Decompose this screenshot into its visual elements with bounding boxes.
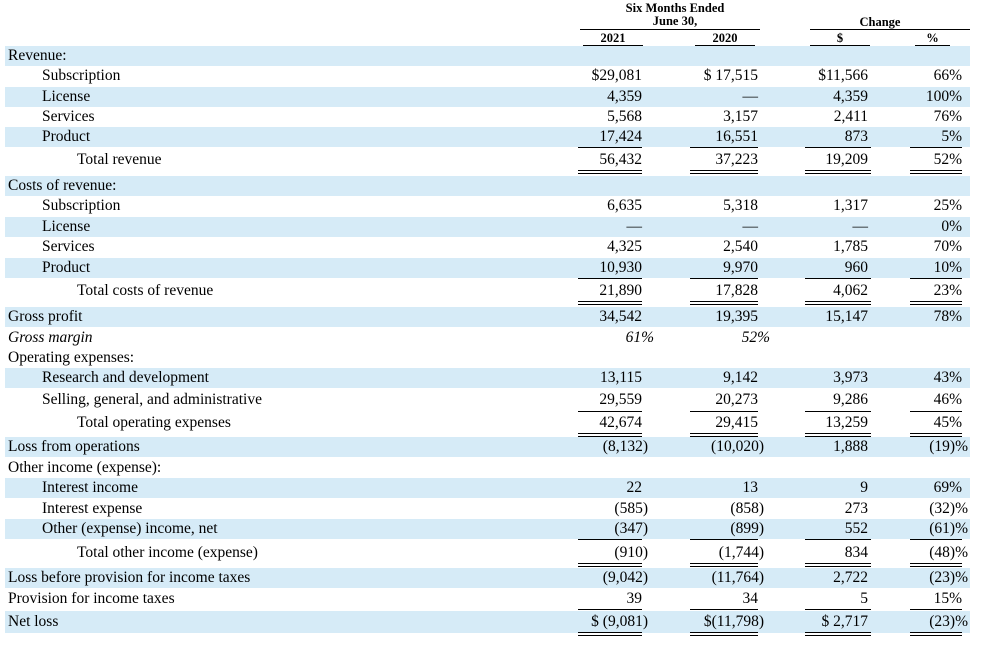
change-dollar: 13,259 — [825, 414, 868, 431]
single-underline — [690, 147, 758, 148]
change-pct: 10% — [933, 259, 962, 276]
single-underline — [805, 147, 871, 148]
row-label: Research and development — [42, 369, 209, 386]
table-row — [5, 412, 970, 434]
change-dollar: 1,888 — [833, 438, 868, 455]
change-header-rule — [810, 29, 970, 30]
value-2021: $29,081 — [591, 67, 642, 84]
table-row — [5, 176, 970, 196]
value-2021: (585) — [614, 500, 648, 517]
change-pct: 43% — [933, 369, 962, 386]
double-underline — [690, 170, 758, 174]
change-pct: 45% — [933, 414, 962, 431]
double-underline — [578, 170, 642, 174]
change-dollar: — — [852, 218, 868, 235]
change-dollar: 552 — [844, 520, 868, 537]
value-2021: 39 — [626, 590, 642, 607]
change-dollar: $11,566 — [818, 67, 868, 84]
table-row — [5, 217, 970, 237]
value-2021: 13,115 — [599, 369, 642, 386]
row-label: Provision for income taxes — [8, 590, 175, 607]
row-label: Operating expenses: — [8, 349, 135, 366]
table-row — [5, 519, 970, 539]
table-row — [5, 280, 970, 302]
change-pct: (48)% — [929, 544, 968, 561]
value-2021: 6,635 — [607, 197, 642, 214]
value-2020: 3,157 — [723, 108, 758, 125]
value-2021: 4,325 — [607, 238, 642, 255]
double-underline — [578, 301, 642, 305]
row-label: Subscription — [42, 67, 121, 84]
value-2020: (858) — [730, 500, 764, 517]
change-dollar: 1,785 — [833, 238, 868, 255]
value-2021: (9,042) — [602, 569, 648, 586]
row-label: Services — [42, 108, 95, 125]
value-2020: — — [742, 218, 758, 235]
value-2020: 19,395 — [715, 308, 758, 325]
table-row — [5, 237, 970, 257]
change-dollar: 1,317 — [833, 197, 868, 214]
value-2021: 56,432 — [599, 151, 642, 168]
double-underline — [805, 632, 871, 636]
double-underline — [578, 632, 642, 636]
value-2020: (10,020) — [711, 438, 764, 455]
value-2020: 34 — [742, 590, 758, 607]
row-label: Other income (expense): — [8, 459, 162, 476]
double-underline — [805, 563, 871, 567]
value-2021: (347) — [614, 520, 648, 537]
change-dollar-header: $ — [836, 31, 844, 45]
row-label: Other (expense) income, net — [42, 520, 218, 537]
row-label: Costs of revenue: — [8, 177, 117, 194]
change-dollar: 2,411 — [833, 108, 868, 125]
period-date-label: June 30, — [652, 14, 698, 28]
change-pct: 66% — [933, 67, 962, 84]
table-row — [5, 368, 970, 388]
col-2020-header: 2020 — [712, 31, 738, 45]
row-label: Gross profit — [8, 308, 83, 325]
value-2020: $ 17,515 — [703, 67, 758, 84]
single-underline — [578, 539, 642, 540]
row-label: Product — [42, 259, 91, 276]
value-2020: 17,828 — [715, 282, 758, 299]
value-2020: $(11,798) — [703, 613, 764, 630]
change-dollar: 5 — [860, 590, 868, 607]
table-row — [5, 149, 970, 171]
double-underline — [910, 301, 962, 305]
table-row — [5, 589, 970, 609]
change-dollar: $ 2,717 — [821, 613, 868, 630]
period-label: Six Months Ended — [625, 1, 725, 15]
row-label: Revenue: — [8, 47, 67, 64]
table-row — [5, 66, 970, 86]
value-2020: 9,970 — [723, 259, 758, 276]
row-label: Total costs of revenue — [77, 282, 214, 299]
table-row — [5, 328, 970, 348]
value-2020: 16,551 — [715, 128, 758, 145]
period-header-rule — [580, 29, 760, 30]
change-pct-header: % — [926, 31, 939, 45]
change-pct: 100% — [925, 88, 962, 105]
table-row — [5, 307, 970, 327]
value-2021: (910) — [614, 544, 648, 561]
table-row — [5, 568, 970, 588]
single-underline — [690, 278, 758, 279]
change-pct: (32)% — [929, 500, 968, 517]
table-row — [5, 389, 970, 411]
row-label: Product — [42, 128, 91, 145]
single-underline — [578, 278, 642, 279]
value-2020: (899) — [730, 520, 764, 537]
period-header — [600, 2, 750, 28]
change-pct: 0% — [941, 218, 962, 235]
value-2021: 22 — [626, 479, 642, 496]
single-underline — [805, 539, 871, 540]
change-dollar: 2,722 — [833, 569, 868, 586]
table-row — [5, 348, 970, 368]
change-dollar: 15,147 — [825, 308, 868, 325]
value-2021: 5,568 — [607, 108, 642, 125]
change-dollar: 960 — [844, 259, 868, 276]
double-underline — [578, 563, 642, 567]
single-underline — [578, 147, 642, 148]
value-2020: (1,744) — [718, 544, 764, 561]
change-pct: 70% — [933, 238, 962, 255]
single-underline — [690, 609, 758, 610]
single-underline — [805, 278, 871, 279]
table-row — [5, 458, 970, 478]
table-row — [5, 611, 970, 633]
change-pct: 69% — [933, 479, 962, 496]
value-2020: — — [742, 88, 758, 105]
row-label: Interest income — [42, 479, 138, 496]
change-pct: 46% — [933, 391, 962, 408]
value-2021: 10,930 — [599, 259, 642, 276]
change-pct: 23% — [933, 282, 962, 299]
change-pct: (23)% — [929, 569, 968, 586]
row-label: Total operating expenses — [77, 414, 231, 431]
value-2020: 20,273 — [715, 391, 758, 408]
value-2020: 2,540 — [723, 238, 758, 255]
value-2020: 52% — [741, 329, 770, 346]
change-pct: 25% — [933, 197, 962, 214]
change-dollar: 19,209 — [825, 151, 868, 168]
change-pct: 52% — [933, 151, 962, 168]
change-pct: 78% — [933, 308, 962, 325]
double-underline — [910, 563, 962, 567]
change-pct: 76% — [933, 108, 962, 125]
value-2021: 61% — [625, 329, 654, 346]
change-pct: (19)% — [929, 438, 968, 455]
single-underline — [910, 147, 962, 148]
value-2020: 37,223 — [715, 151, 758, 168]
value-2021: (8,132) — [602, 438, 648, 455]
single-underline — [910, 278, 962, 279]
table-row — [5, 46, 970, 66]
change-pct: 5% — [941, 128, 962, 145]
table-row — [5, 127, 970, 147]
double-underline — [690, 563, 758, 567]
value-2021: 29,559 — [599, 391, 642, 408]
change-dollar: 873 — [844, 128, 868, 145]
row-label: Services — [42, 238, 95, 255]
table-row — [5, 542, 970, 564]
single-underline — [910, 609, 962, 610]
value-2020: 29,415 — [715, 414, 758, 431]
double-underline — [690, 301, 758, 305]
table-row — [5, 478, 970, 498]
change-dollar: 834 — [844, 544, 868, 561]
value-2020: 9,142 — [723, 369, 758, 386]
row-label: Interest expense — [42, 500, 143, 517]
table-row — [5, 87, 970, 107]
row-label: Total revenue — [77, 151, 162, 168]
double-underline — [805, 170, 871, 174]
table-row — [5, 258, 970, 278]
row-label: License — [42, 218, 91, 235]
row-label: Loss from operations — [8, 438, 140, 455]
change-dollar: 273 — [844, 500, 868, 517]
table-row — [5, 196, 970, 216]
change-pct: (23)% — [929, 613, 968, 630]
value-2021: $ (9,081) — [591, 613, 648, 630]
value-2020: 13 — [742, 479, 758, 496]
change-dollar: 4,062 — [833, 282, 868, 299]
value-2021: 17,424 — [599, 128, 642, 145]
change-pct: (61)% — [929, 520, 968, 537]
value-2020: (11,764) — [711, 569, 764, 586]
change-dollar: 9 — [860, 479, 868, 496]
double-underline — [910, 170, 962, 174]
single-underline — [805, 609, 871, 610]
row-label: Subscription — [42, 197, 121, 214]
double-underline — [690, 632, 758, 636]
single-underline — [578, 609, 642, 610]
value-2021: 4,359 — [607, 88, 642, 105]
row-label: License — [42, 88, 91, 105]
change-header: Change — [859, 15, 901, 29]
row-label: Loss before provision for income taxes — [8, 569, 251, 586]
value-2021: — — [626, 218, 642, 235]
row-label: Net loss — [8, 613, 59, 630]
row-label: Total other income (expense) — [77, 544, 258, 561]
change-pct: 15% — [933, 590, 962, 607]
change-dollar: 4,359 — [833, 88, 868, 105]
value-2021: 42,674 — [599, 414, 642, 431]
value-2021: 34,542 — [599, 308, 642, 325]
table-row — [5, 107, 970, 127]
col-2021-header: 2021 — [600, 31, 626, 45]
double-underline — [910, 632, 962, 636]
double-underline — [805, 301, 871, 305]
row-label: Gross margin — [8, 329, 93, 346]
row-label: Selling, general, and administrative — [42, 391, 262, 408]
change-dollar: 3,973 — [833, 369, 868, 386]
single-underline — [690, 539, 758, 540]
table-row — [5, 437, 970, 457]
change-dollar: 9,286 — [833, 391, 868, 408]
single-underline — [910, 539, 962, 540]
value-2020: 5,318 — [723, 197, 758, 214]
value-2021: 21,890 — [599, 282, 642, 299]
table-row — [5, 499, 970, 519]
